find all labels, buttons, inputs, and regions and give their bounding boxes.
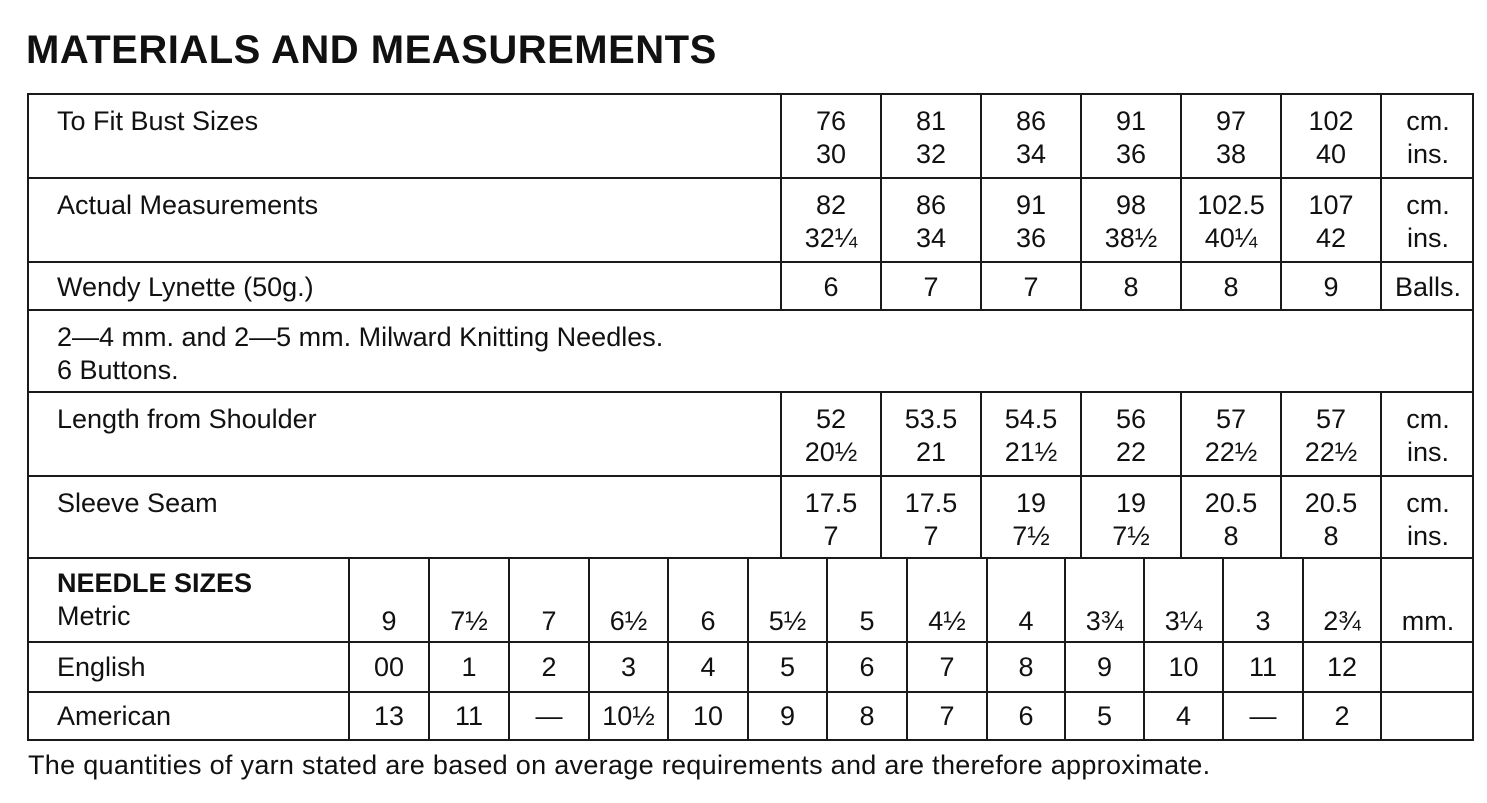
needle-size-cell: 10 bbox=[1143, 643, 1222, 691]
size-cell: 86 34 bbox=[980, 95, 1080, 177]
needle-size-cell: 4 bbox=[1143, 693, 1222, 741]
needle-size-cell: 00 bbox=[348, 643, 428, 691]
unit-cell: cm. ins. bbox=[1380, 477, 1474, 557]
size-cell: 57 22½ bbox=[1180, 393, 1280, 475]
needle-size-cell: 6 bbox=[667, 559, 747, 641]
row-label: Actual Measurements bbox=[57, 190, 319, 220]
needle-size-cell: — bbox=[1222, 693, 1302, 741]
needles-line: 2—4 mm. and 2—5 mm. Milward Knitting Needles. bbox=[57, 322, 664, 352]
needle-size-cell: 2 bbox=[508, 643, 588, 691]
needle-size-cell: 7 bbox=[508, 559, 588, 641]
balls-cell: 9 bbox=[1280, 263, 1380, 309]
needle-size-cell: 5 bbox=[826, 559, 906, 641]
materials-text bbox=[29, 311, 1474, 391]
balls-cell: 8 bbox=[1180, 263, 1280, 309]
american-label: American bbox=[57, 701, 172, 731]
footnote: The quantities of yarn stated are based on average requirements and are therefore approximate. bbox=[28, 750, 1211, 780]
size-cell: 86 34 bbox=[880, 179, 980, 261]
needle-unit-cell: mm. bbox=[1380, 559, 1474, 641]
needle-size-cell: 5 bbox=[747, 643, 826, 691]
unit-cell: Balls. bbox=[1380, 263, 1474, 309]
size-cell: 53.5 21 bbox=[880, 393, 980, 475]
row-label: Sleeve Seam bbox=[57, 488, 218, 518]
balls-cell: 8 bbox=[1080, 263, 1180, 309]
size-cell: 98 38½ bbox=[1080, 179, 1180, 261]
balls-cell: 7 bbox=[880, 263, 980, 309]
size-cell: 81 32 bbox=[880, 95, 980, 177]
unit-cell: cm. ins. bbox=[1380, 393, 1474, 475]
needle-size-cell: 11 bbox=[1222, 643, 1302, 691]
needle-sizes-title: NEEDLE SIZES bbox=[57, 568, 253, 598]
unit-cell: cm. ins. bbox=[1380, 95, 1474, 177]
row-needle-american bbox=[29, 693, 1472, 741]
needle-size-cell: 6 bbox=[986, 693, 1064, 741]
needle-size-cell: 3 bbox=[588, 643, 667, 691]
row-yarn bbox=[29, 263, 1472, 311]
size-cell: 82 32¼ bbox=[780, 179, 880, 261]
needle-size-cell: 11 bbox=[428, 693, 508, 741]
row-sleeve bbox=[29, 477, 1472, 559]
size-cell: 17.5 7 bbox=[880, 477, 980, 557]
needle-size-cell: 2 bbox=[1302, 693, 1380, 741]
size-cell: 107 42 bbox=[1280, 179, 1380, 261]
size-cell: 76 30 bbox=[780, 95, 880, 177]
english-label: English bbox=[57, 652, 146, 682]
needle-size-cell: 13 bbox=[348, 693, 428, 741]
needle-size-cell: 10 bbox=[667, 693, 747, 741]
needle-size-cell: 1 bbox=[428, 643, 508, 691]
size-cell: 57 22½ bbox=[1280, 393, 1380, 475]
needle-size-cell: 7 bbox=[906, 693, 986, 741]
measurements-table bbox=[27, 93, 1474, 741]
size-cell: 20.5 8 bbox=[1180, 477, 1280, 557]
size-cell: 52 20½ bbox=[780, 393, 880, 475]
row-label: To Fit Bust Sizes bbox=[57, 106, 259, 136]
needle-size-cell: 12 bbox=[1302, 643, 1380, 691]
balls-cell: 7 bbox=[980, 263, 1080, 309]
needle-size-cell: 9 bbox=[1064, 643, 1143, 691]
needle-unit-cell bbox=[1380, 643, 1474, 691]
needle-size-cell: — bbox=[508, 693, 588, 741]
row-bust-sizes bbox=[29, 95, 1472, 179]
size-cell: 17.5 7 bbox=[780, 477, 880, 557]
size-cell: 19 7½ bbox=[980, 477, 1080, 557]
metric-label: Metric bbox=[57, 601, 131, 631]
needle-unit-cell bbox=[1380, 693, 1474, 741]
needle-size-cell: 3 bbox=[1222, 559, 1302, 641]
row-needle-english bbox=[29, 643, 1472, 693]
size-cell: 91 36 bbox=[980, 179, 1080, 261]
size-cell: 97 38 bbox=[1180, 95, 1280, 177]
page-title: MATERIALS AND MEASUREMENTS bbox=[26, 28, 717, 72]
needle-size-cell: 3¼ bbox=[1143, 559, 1222, 641]
row-label: Length from Shoulder bbox=[57, 404, 317, 434]
size-cell: 54.5 21½ bbox=[980, 393, 1080, 475]
size-cell: 19 7½ bbox=[1080, 477, 1180, 557]
row-length bbox=[29, 393, 1472, 477]
needle-size-cell: 8 bbox=[986, 643, 1064, 691]
unit-cell: cm. ins. bbox=[1380, 179, 1474, 261]
needle-size-cell: 3¾ bbox=[1064, 559, 1143, 641]
needle-size-cell: 2¾ bbox=[1302, 559, 1380, 641]
needle-size-cell: 10½ bbox=[588, 693, 667, 741]
needle-size-cell: 7 bbox=[906, 643, 986, 691]
row-actual-measurements bbox=[29, 179, 1472, 263]
balls-cell: 6 bbox=[780, 263, 880, 309]
needle-size-cell: 4 bbox=[986, 559, 1064, 641]
needle-sizes-heading bbox=[29, 559, 348, 641]
size-cell: 102.5 40¼ bbox=[1180, 179, 1280, 261]
size-cell: 20.5 8 bbox=[1280, 477, 1380, 557]
needle-size-cell: 4½ bbox=[906, 559, 986, 641]
needle-size-cell: 9 bbox=[747, 693, 826, 741]
needle-size-cell: 7½ bbox=[428, 559, 508, 641]
row-needle-metric bbox=[29, 559, 1472, 643]
needle-size-cell: 9 bbox=[348, 559, 428, 641]
size-cell: 91 36 bbox=[1080, 95, 1180, 177]
row-needles-buttons bbox=[29, 311, 1472, 393]
buttons-line: 6 Buttons. bbox=[57, 355, 179, 385]
row-label: Wendy Lynette (50g.) bbox=[57, 272, 314, 302]
needle-size-cell: 4 bbox=[667, 643, 747, 691]
size-cell: 102 40 bbox=[1280, 95, 1380, 177]
needle-size-cell: 6½ bbox=[588, 559, 667, 641]
size-cell: 56 22 bbox=[1080, 393, 1180, 475]
needle-size-cell: 8 bbox=[826, 693, 906, 741]
needle-size-cell: 5½ bbox=[747, 559, 826, 641]
needle-size-cell: 6 bbox=[826, 643, 906, 691]
needle-size-cell: 5 bbox=[1064, 693, 1143, 741]
